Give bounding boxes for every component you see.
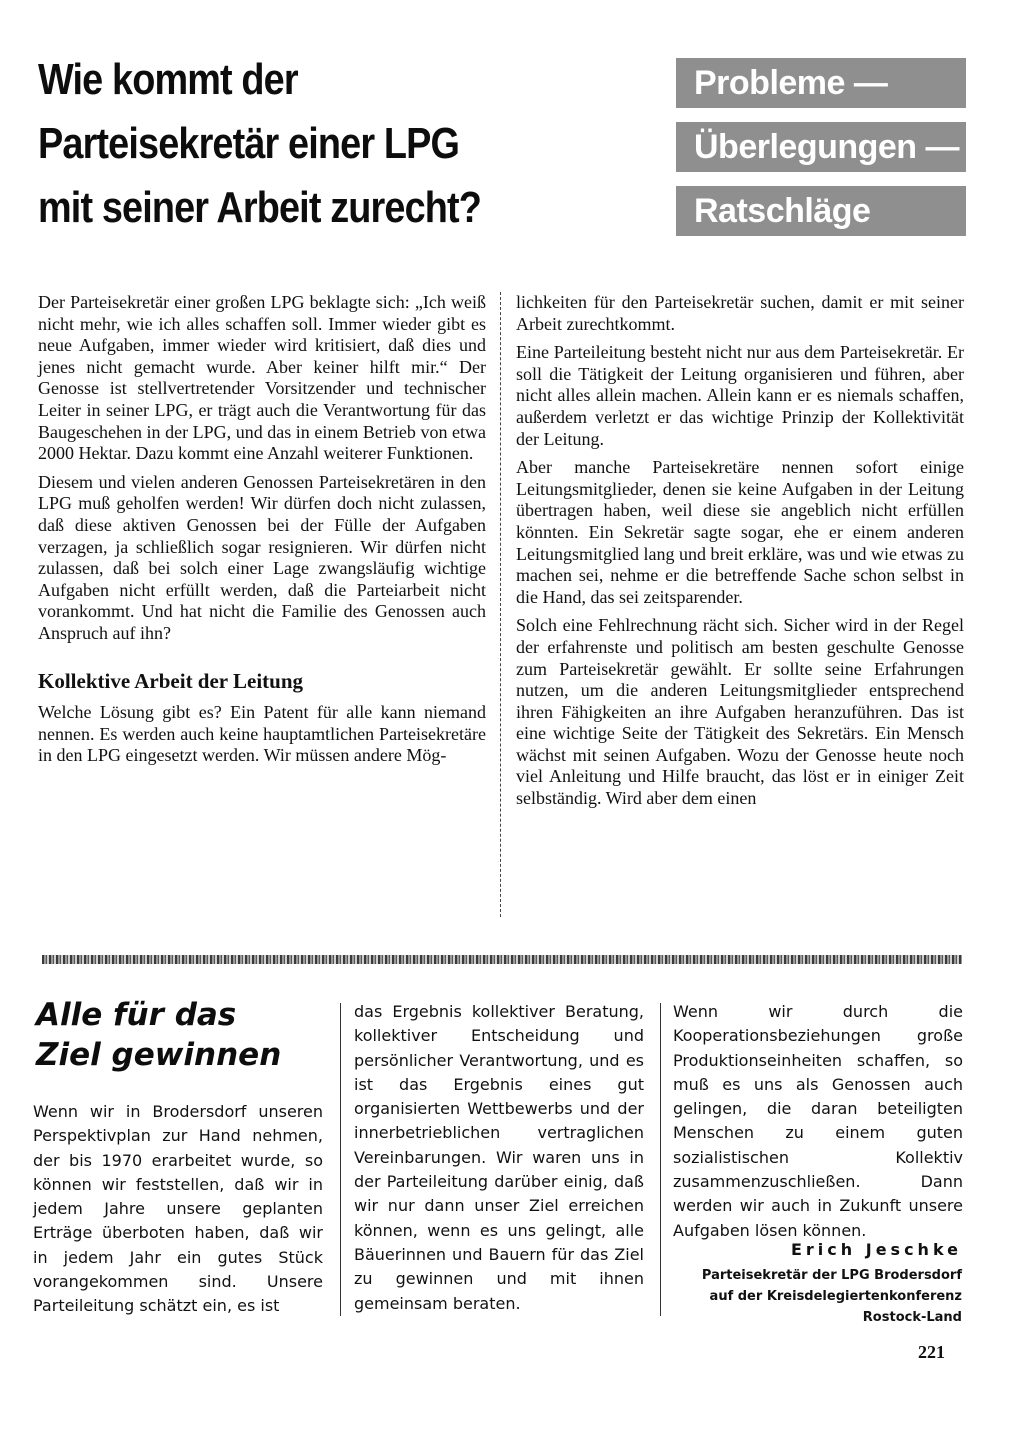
author-name: Erich Jeschke: [790, 1240, 962, 1259]
article1-column-1: [38, 292, 486, 774]
paragraph: lichkeiten für den Parteisekretär suchen, damit er mit seiner Arbeit zurechtkommt.: [516, 292, 964, 334]
section-divider: [42, 955, 962, 964]
page-number: 221: [918, 1342, 945, 1362]
headline-line-3: mit seiner Arbeit zurecht?: [38, 183, 482, 232]
paragraph: Aber manche Parteisekretäre nennen sofort einige Leitungsmitglieder, denen sie keine Aufgaben in der Leitung übertragen haben, weil diese sie angeblich nicht erfüllen könnten. Ein Sekretär sagte sogar, ehe er einem anderen Leitungsmitglied lang und breit erkläre, was und wie etwas zu machen sei, nehme er die betreffende Sache schon selbst in die Hand, das sei zeitsparender.: [516, 457, 964, 607]
article2-headline: [36, 995, 326, 1075]
headline-line-1: Wie kommt der: [38, 55, 298, 104]
subheading: Kollektive Arbeit der Leitung: [38, 668, 304, 693]
article2-column-3: Wenn wir durch die Kooperationsbeziehungen große Produktionseinheiten schaffen, so muß es uns als Genossen auch gelingen, die daran beteiligten Menschen zu einem guten sozialistischen Kollektiv zusammenzuschließen. Dann werden wir auch in Zukunft unsere Aufgaben lösen können.: [673, 1002, 963, 1240]
main-headline: [38, 48, 563, 240]
author-role-line: Rostock-Land: [862, 1310, 962, 1325]
paragraph: Welche Lösung gibt es? Ein Patent für alle kann niemand nennen. Es werden auch keine hauptamtlichen Parteisekretäre in den LPG eingesetzt werden. Wir müssen andere Mög-: [38, 702, 486, 766]
tag-ueberlegungen: Überlegungen —: [676, 122, 966, 172]
tag-ratschlaege: Ratschläge: [676, 186, 966, 236]
author-role-line: Parteisekretär der LPG Brodersdorf: [701, 1268, 962, 1283]
headline2-line-1: Alle für das: [36, 997, 237, 1033]
tag-probleme: Probleme —: [676, 58, 966, 108]
paragraph: Eine Parteileitung besteht nicht nur aus dem Parteisekretär. Er soll die Tätigkeit der Leitung organisieren und führen, aber nicht alles allein machen. Allein kann er es niemals schaffen, außerdem verletzt er das wichtige Prinzip der Kollektivität der Leitung.: [516, 342, 964, 449]
headline-line-2: Parteisekretär einer LPG: [38, 119, 460, 168]
author-block: [670, 1240, 962, 1328]
article2-column-1: Wenn wir in Brodersdorf unseren Perspektivplan zur Hand nehmen, der bis 1970 erarbeitet wurde, so können wir feststellen, daß wir in jedem Jahre unsere geplanten Erträge überboten haben, daß wir in jedem Jahr ein gutes Stück vorangekommen sind. Unsere Parteileitung schätzt ein, es ist: [33, 1102, 323, 1316]
column-divider: [500, 292, 501, 917]
column-divider: [660, 1003, 661, 1316]
headline2-line-2: Ziel gewinnen: [36, 1037, 282, 1073]
author-role-line: auf der Kreisdelegiertenkonferenz: [709, 1289, 962, 1304]
article1-column-2: [516, 292, 964, 817]
paragraph: Solch eine Fehlrechnung rächt sich. Sicher wird in der Regel der erfahrenste und politisch am besten geschulte Genosse zum Parteisekretär gewählt. Er sollte seine Erfahrungen nutzen, um die anderen Leitungsmitglieder entsprechend ihren Fähigkeiten an ihre Aufgaben heranzuführen. Das ist eine wichtige Seite der Tätigkeit des Sekretärs. Ein Mensch wächst mit seinen Aufgaben. Wozu der Genosse heute noch viel Anleitung und Hilfe braucht, das löst er in einiger Zeit selbständig. Wird aber dem einen: [516, 615, 964, 809]
article2-column-2: das Ergebnis kollektiver Beratung, kollektiver Entscheidung und persönlicher Verantwortung, und es ist das Ergebnis eines gut organisierten Wettbewerbs und der innerbetrieblichen vertraglichen Vereinbarungen. Wir waren uns in der Parteileitung darüber einig, daß wir nur dann unser Ziel erreichen können, wenn es uns gelingt, alle Bäuerinnen und Bauern für das Ziel zu gewinnen und mit ihnen gemeinsam beraten.: [354, 1002, 644, 1313]
column-divider: [340, 1003, 341, 1316]
paragraph: Der Parteisekretär einer großen LPG beklagte sich: „Ich weiß nicht mehr, wie ich alles schaffen soll. Immer wieder gibt es neue Aufgaben, immer wieder wird kritisiert, daß dies und jenes nicht gemacht wurde. Aber keiner hilft mir.“ Der Genosse ist stellvertretender Vorsitzender und technischer Leiter in seiner LPG, er trägt auch die Verantwortung für das Baugeschehen in der LPG, und das in einem Betrieb von etwa 2000 Hektar. Dazu kommt eine Anzahl weiterer Funktionen.: [38, 292, 486, 464]
paragraph: Diesem und vielen anderen Genossen Parteisekretären in den LPG muß geholfen werden! Wir dürfen doch nicht zulassen, daß diese aktiven Genossen bei der Fülle der Aufgaben verzagen, ja schließlich sogar resignieren. Wir dürfen nicht zulassen, daß bei solch einer Lage zwangsläufig wichtige Aufgaben nicht erfüllt werden, daß die Parteiarbeit nicht vorankommt. Und hat nicht die Familie des Genossen auch Anspruch auf ihn?: [38, 471, 486, 643]
